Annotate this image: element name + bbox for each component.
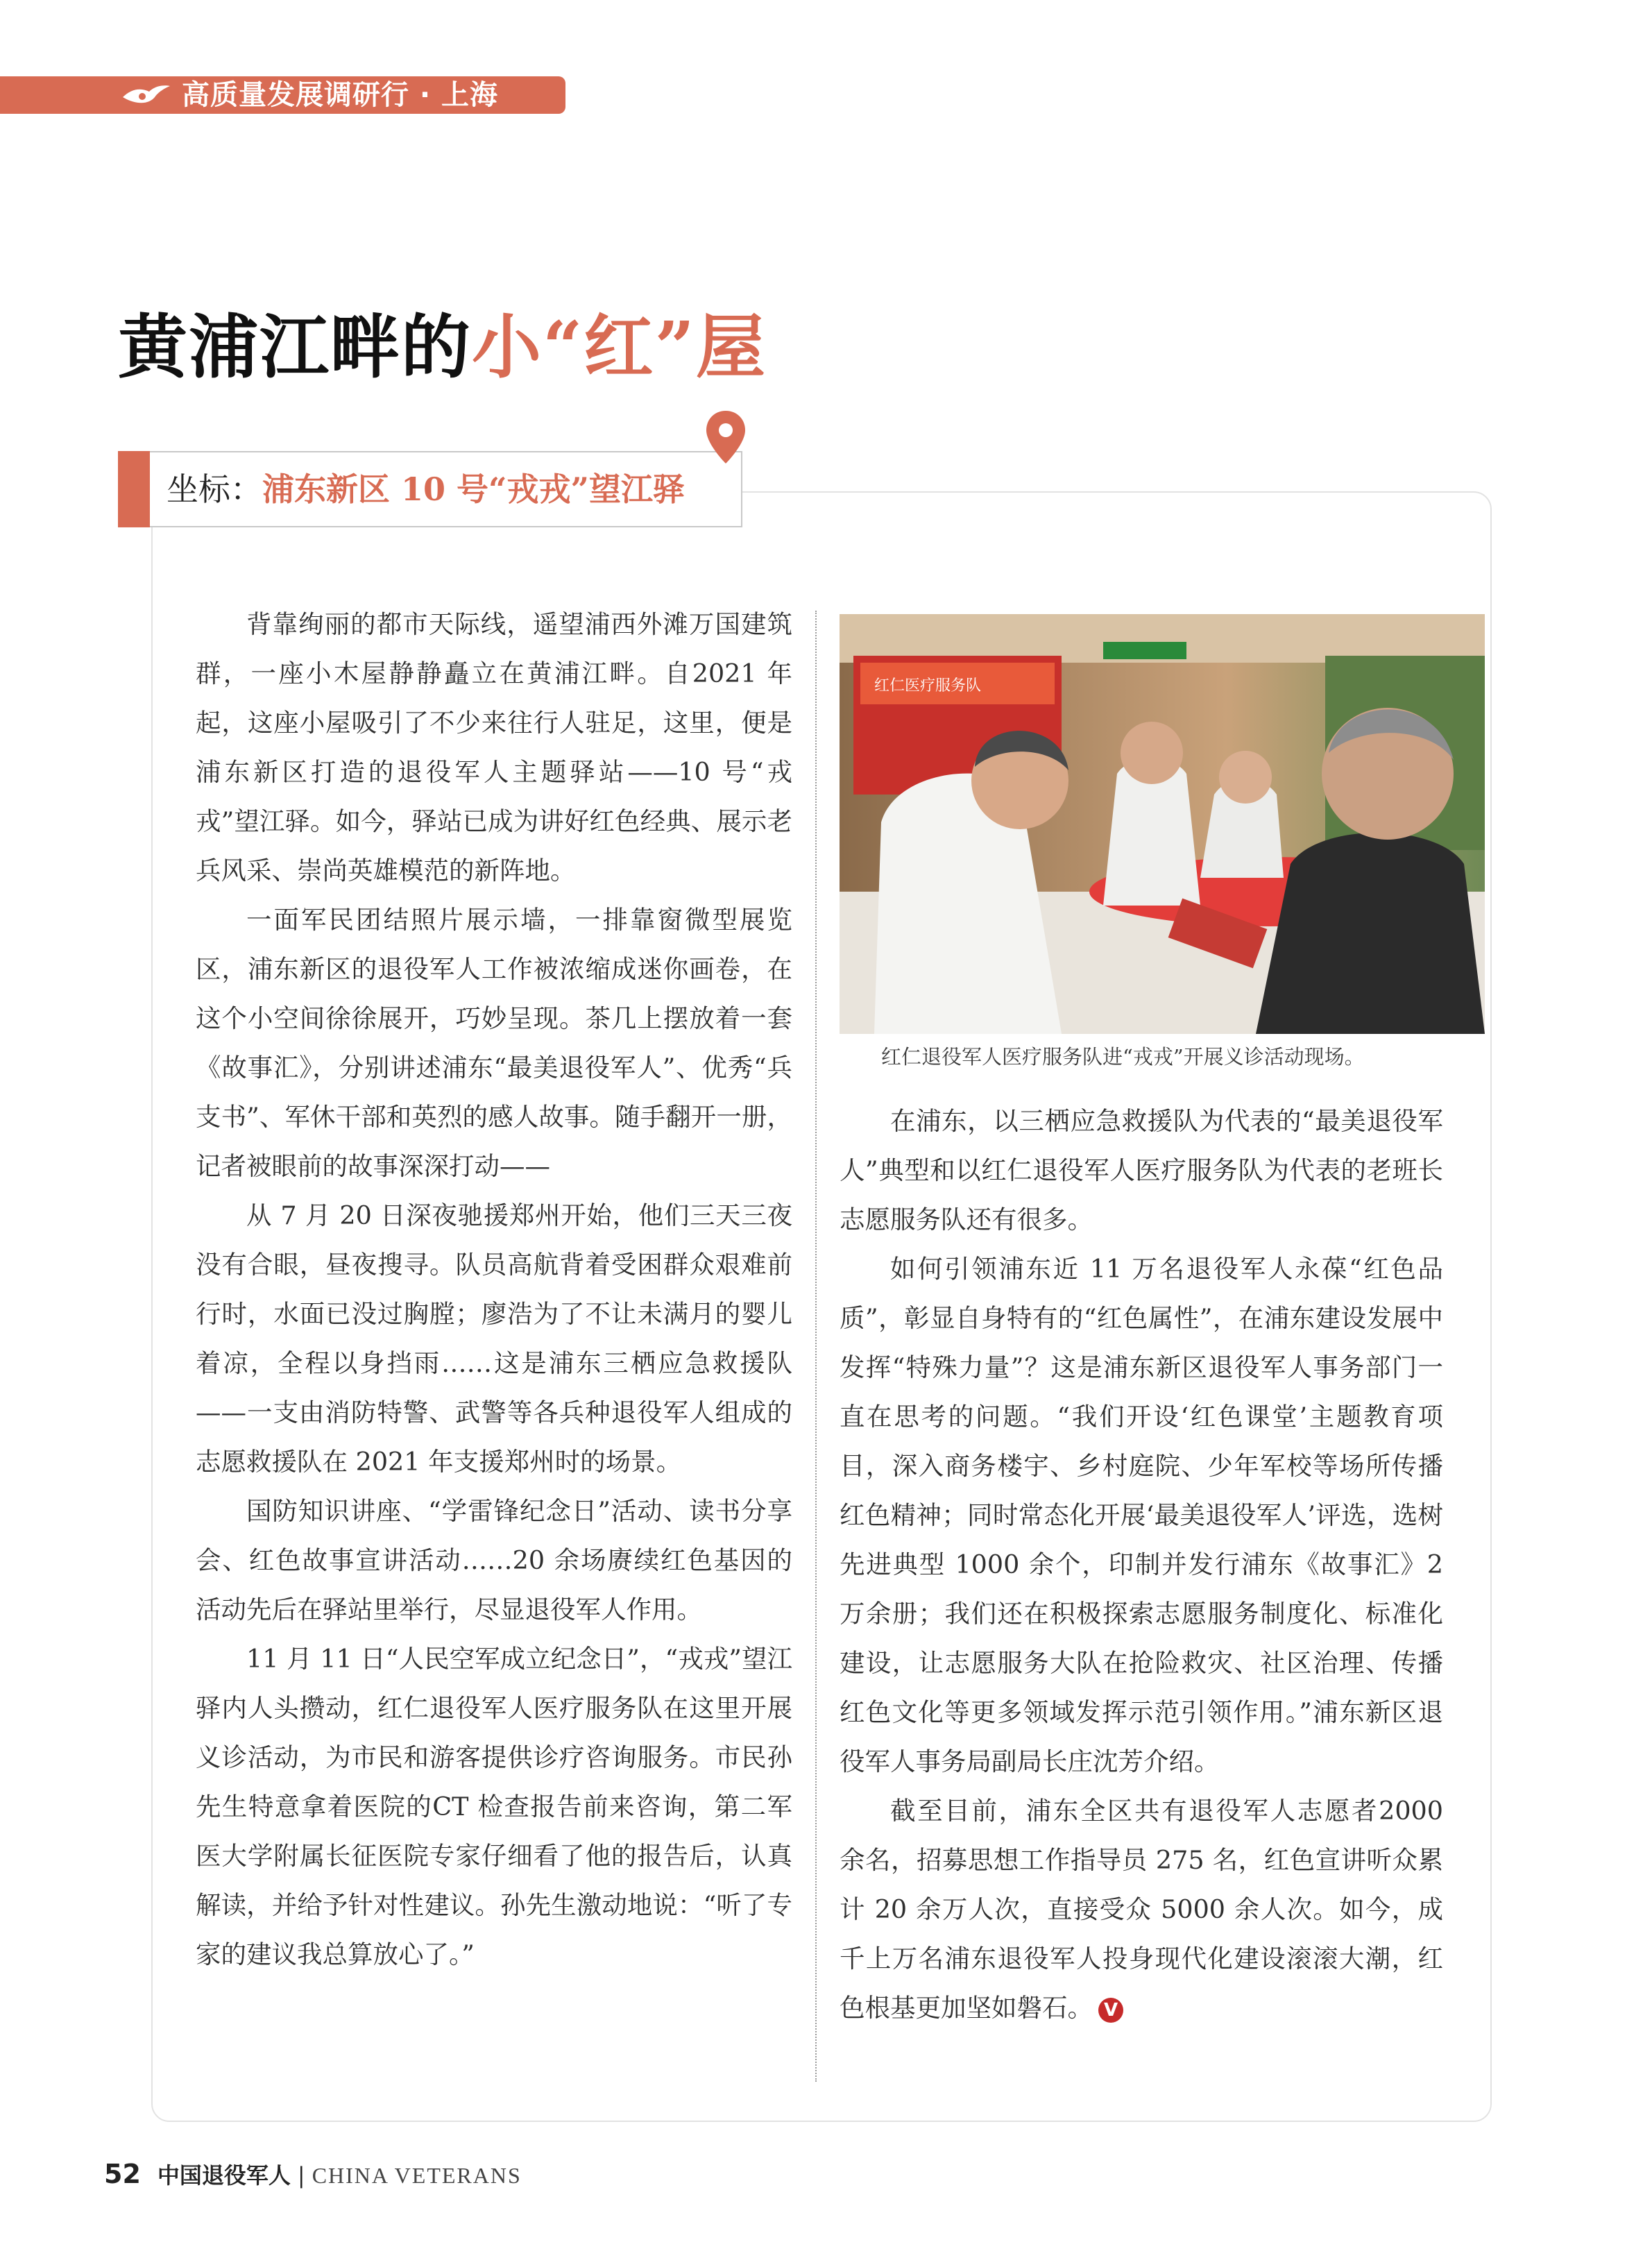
left-column (196, 600, 792, 1979)
section-banner-text: 高质量发展调研行 · 上海 (182, 79, 499, 111)
location-text (167, 451, 685, 527)
right-column (840, 1096, 1443, 2032)
map-pin-icon (704, 409, 747, 465)
page-footer (104, 2157, 522, 2191)
paragraph: 从 7 月 20 日深夜驰援郑州开始，他们三天三夜没有合眼，昼夜搜寻。队员高航背着受困群众艰难前行时，水面已没过胸膛；廖浩为了不让未满月的婴儿着凉，全程以身挡雨……这是浦东三栖应急救援队——一支由消防特警、武警等各兵种退役军人组成的志愿救援队在 2021 年支援郑州时的场景。 (196, 1200, 792, 1477)
paragraph: 在浦东，以三栖应急救援队为代表的“最美退役军人”典型和以红仁退役军人医疗服务队为代表的老班长志愿服务队还有很多。 (840, 1106, 1443, 1234)
title-highlight: 小“红”屋 (472, 306, 767, 388)
paragraph: 11 月 11 日“人民空军成立纪念日”，“戎戎”望江驿内人头攒动，红仁退役军人医疗服务队在这里开展义诊活动，为市民和游客提供诊疗咨询服务。市民孙先生特意拿着医院的CT 检查报告前来咨询，第二军医大学附属长征医院专家仔细看了他的报告后，认真解读，并给予针对性建议。孙先生激动地说：“听了专家的建议我总算放心了。” (196, 1644, 792, 1969)
paragraph (840, 1786, 1443, 2032)
title-plain: 黄浦江畔的 (118, 306, 472, 388)
location-label: 坐标： (167, 470, 262, 508)
photo-caption: 红仁退役军人医疗服务队进“戎戎”开展义诊活动现场。 (881, 1045, 1365, 1069)
event-photo (840, 614, 1485, 1034)
page-number: 52 (104, 2159, 141, 2189)
column-divider (815, 611, 817, 2082)
magazine-name-en: CHINA VETERANS (312, 2163, 522, 2188)
paragraph: 如何引领浦东近 11 万名退役军人永葆“红色品质”，彰显自身特有的“红色属性”，在浦东建设发展中发挥“特殊力量”？这是浦东新区退役军人事务部门一直在思考的问题。“我们开设‘红色课堂’主题教育项目，深入商务楼宇、乡村庭院、少年军校等场所传播红色精神；同时常态化开展‘最美退役军人’评选，选树先进典型 1000 余个，印制并发行浦东《故事汇》2 万余册；我们还在积极探索志愿服务制度化、标准化建设，让志愿服务大队在抢险救灾、社区治理、传播红色文化等更多领域发挥示范引领作用。”浦东新区退役军人事务局副局长庄沈芳介绍。 (840, 1254, 1443, 1776)
flying-bird-logo-icon (121, 82, 171, 108)
location-tag-accent (118, 451, 150, 527)
location-value: 浦东新区 10 号“戎戎”望江驿 (262, 470, 685, 508)
magazine-name-cn: 中国退役军人 (157, 2162, 291, 2189)
paragraph: 一面军民团结照片展示墙，一排靠窗微型展览区，浦东新区的退役军人工作被浓缩成迷你画卷，在这个小空间徐徐展开，巧妙呈现。茶几上摆放着一套《故事汇》，分别讲述浦东“最美退役军人”、优秀“兵支书”、军休干部和英烈的感人故事。随手翻开一册，记者被眼前的故事深深打动—— (196, 905, 792, 1181)
paragraph: 国防知识讲座、“学雷锋纪念日”活动、读书分享会、红色故事宣讲活动……20 余场赓续红色基因的活动先后在驿站里举行，尽显退役军人作用。 (196, 1496, 792, 1624)
end-mark-icon: V (1098, 1998, 1123, 2023)
photo-sign-text: 红仁医疗服务队 (874, 677, 982, 695)
footer-separator: | (297, 2162, 305, 2189)
paragraph-text: 截至目前，浦东全区共有退役军人志愿者2000 余名，招募思想工作指导员 275 名，红色宣讲听众累计 20 余万人次，直接受众 5000 余人次。如今，成千上万名浦东退役军人投身现代化建设滚滚大潮，红色根基更加坚如磐石。 (840, 1796, 1443, 2023)
section-banner (0, 76, 565, 114)
article-title (118, 305, 767, 389)
paragraph: 背靠绚丽的都市天际线，遥望浦西外滩万国建筑群，一座小木屋静静矗立在黄浦江畔。自2021 年起，这座小屋吸引了不少来往行人驻足，这里，便是浦东新区打造的退役军人主题驿站——10 号“戎戎”望江驿。如今，驿站已成为讲好红色经典、展示老兵风采、崇尚英雄模范的新阵地。 (196, 609, 792, 885)
